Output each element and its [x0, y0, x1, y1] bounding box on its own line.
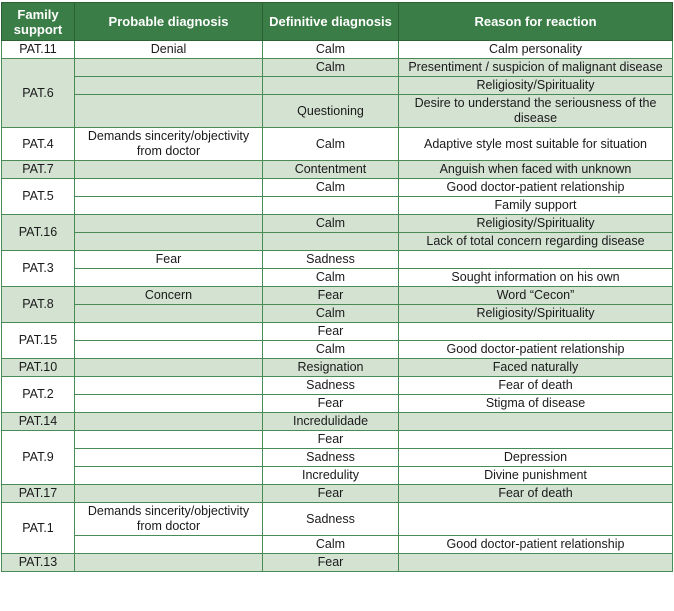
- definitive-diagnosis-cell: [263, 77, 399, 95]
- definitive-diagnosis-cell: Incredulity: [263, 467, 399, 485]
- reason-cell: Good doctor-patient relationship: [399, 179, 673, 197]
- probable-diagnosis-cell: [75, 59, 263, 77]
- patient-cell: PAT.13: [2, 554, 75, 572]
- definitive-diagnosis-cell: Calm: [263, 59, 399, 77]
- table-row: [2, 287, 673, 305]
- table-row: [2, 77, 673, 95]
- table-row: [2, 359, 673, 377]
- probable-diagnosis-cell: [75, 467, 263, 485]
- definitive-diagnosis-cell: Fear: [263, 323, 399, 341]
- reason-cell: Fear of death: [399, 485, 673, 503]
- reason-cell: Desire to understand the seriousness of the disease: [399, 95, 673, 128]
- table-row: [2, 59, 673, 77]
- definitive-diagnosis-cell: Sadness: [263, 251, 399, 269]
- table-body: [2, 41, 673, 572]
- reason-cell: [399, 251, 673, 269]
- reason-cell: Good doctor-patient relationship: [399, 341, 673, 359]
- probable-diagnosis-cell: [75, 233, 263, 251]
- probable-diagnosis-cell: [75, 323, 263, 341]
- table-row: [2, 431, 673, 449]
- header-probable-diagnosis: Probable diagnosis: [75, 3, 263, 41]
- patient-cell: PAT.11: [2, 41, 75, 59]
- probable-diagnosis-cell: [75, 305, 263, 323]
- definitive-diagnosis-cell: Sadness: [263, 377, 399, 395]
- definitive-diagnosis-cell: Calm: [263, 536, 399, 554]
- table-row: [2, 467, 673, 485]
- table-row: [2, 269, 673, 287]
- patient-cell: PAT.4: [2, 128, 75, 161]
- probable-diagnosis-cell: [75, 179, 263, 197]
- definitive-diagnosis-cell: Calm: [263, 41, 399, 59]
- probable-diagnosis-cell: [75, 269, 263, 287]
- definitive-diagnosis-cell: Questioning: [263, 95, 399, 128]
- patient-cell: PAT.16: [2, 215, 75, 251]
- definitive-diagnosis-cell: Sadness: [263, 503, 399, 536]
- header-definitive-diagnosis: Definitive diagnosis: [263, 3, 399, 41]
- definitive-diagnosis-cell: Calm: [263, 215, 399, 233]
- header-family-support: Family support: [2, 3, 75, 41]
- reason-cell: Anguish when faced with unknown: [399, 161, 673, 179]
- probable-diagnosis-cell: [75, 197, 263, 215]
- reason-cell: Lack of total concern regarding disease: [399, 233, 673, 251]
- table-row: [2, 554, 673, 572]
- definitive-diagnosis-cell: Fear: [263, 287, 399, 305]
- definitive-diagnosis-cell: Calm: [263, 269, 399, 287]
- probable-diagnosis-cell: [75, 413, 263, 431]
- definitive-diagnosis-cell: Calm: [263, 341, 399, 359]
- reason-cell: Divine punishment: [399, 467, 673, 485]
- header-reason-for-reaction: Reason for reaction: [399, 3, 673, 41]
- probable-diagnosis-cell: [75, 215, 263, 233]
- patient-cell: PAT.15: [2, 323, 75, 359]
- probable-diagnosis-cell: [75, 485, 263, 503]
- reason-cell: Faced naturally: [399, 359, 673, 377]
- probable-diagnosis-cell: [75, 359, 263, 377]
- probable-diagnosis-cell: [75, 161, 263, 179]
- table-row: [2, 95, 673, 128]
- table-row: [2, 305, 673, 323]
- reason-cell: Calm personality: [399, 41, 673, 59]
- patient-cell: PAT.14: [2, 413, 75, 431]
- table-row: [2, 536, 673, 554]
- table-row: [2, 395, 673, 413]
- patient-cell: PAT.10: [2, 359, 75, 377]
- reason-cell: Religiosity/Spirituality: [399, 215, 673, 233]
- definitive-diagnosis-cell: Sadness: [263, 449, 399, 467]
- probable-diagnosis-cell: Fear: [75, 251, 263, 269]
- reason-cell: [399, 323, 673, 341]
- table-row: [2, 161, 673, 179]
- definitive-diagnosis-cell: Fear: [263, 485, 399, 503]
- reason-cell: Religiosity/Spirituality: [399, 305, 673, 323]
- table-row: [2, 449, 673, 467]
- probable-diagnosis-cell: [75, 395, 263, 413]
- patient-cell: PAT.1: [2, 503, 75, 554]
- reason-cell: Stigma of disease: [399, 395, 673, 413]
- reason-cell: [399, 413, 673, 431]
- patient-cell: PAT.9: [2, 431, 75, 485]
- reason-cell: Sought information on his own: [399, 269, 673, 287]
- definitive-diagnosis-cell: Resignation: [263, 359, 399, 377]
- reason-cell: [399, 431, 673, 449]
- probable-diagnosis-cell: [75, 377, 263, 395]
- probable-diagnosis-cell: [75, 449, 263, 467]
- table-row: [2, 323, 673, 341]
- patient-cell: PAT.3: [2, 251, 75, 287]
- patient-cell: PAT.2: [2, 377, 75, 413]
- definitive-diagnosis-cell: Fear: [263, 554, 399, 572]
- definitive-diagnosis-cell: [263, 233, 399, 251]
- probable-diagnosis-cell: [75, 554, 263, 572]
- reason-cell: Word “Cecon”: [399, 287, 673, 305]
- probable-diagnosis-cell: [75, 95, 263, 128]
- probable-diagnosis-cell: [75, 77, 263, 95]
- table-row: [2, 413, 673, 431]
- reason-cell: Good doctor-patient relationship: [399, 536, 673, 554]
- table-row: [2, 503, 673, 536]
- patient-cell: PAT.6: [2, 59, 75, 128]
- definitive-diagnosis-cell: Incredulidade: [263, 413, 399, 431]
- patient-cell: PAT.7: [2, 161, 75, 179]
- probable-diagnosis-cell: Demands sincerity/objectivity from doctor: [75, 128, 263, 161]
- definitive-diagnosis-cell: Calm: [263, 179, 399, 197]
- definitive-diagnosis-cell: Contentment: [263, 161, 399, 179]
- reason-cell: [399, 503, 673, 536]
- definitive-diagnosis-cell: Fear: [263, 395, 399, 413]
- probable-diagnosis-cell: [75, 431, 263, 449]
- probable-diagnosis-cell: [75, 536, 263, 554]
- reason-cell: [399, 554, 673, 572]
- definitive-diagnosis-cell: Calm: [263, 128, 399, 161]
- reason-cell: Presentiment / suspicion of malignant disease: [399, 59, 673, 77]
- patient-cell: PAT.5: [2, 179, 75, 215]
- table-row: [2, 233, 673, 251]
- reason-cell: Fear of death: [399, 377, 673, 395]
- diagnosis-table: [1, 2, 673, 572]
- probable-diagnosis-cell: Demands sincerity/objectivity from doctor: [75, 503, 263, 536]
- table-row: [2, 179, 673, 197]
- patient-cell: PAT.8: [2, 287, 75, 323]
- definitive-diagnosis-cell: [263, 197, 399, 215]
- probable-diagnosis-cell: Concern: [75, 287, 263, 305]
- table-row: [2, 215, 673, 233]
- table-row: [2, 341, 673, 359]
- reason-cell: Family support: [399, 197, 673, 215]
- table-row: [2, 377, 673, 395]
- probable-diagnosis-cell: [75, 341, 263, 359]
- reason-cell: Religiosity/Spirituality: [399, 77, 673, 95]
- reason-cell: Depression: [399, 449, 673, 467]
- table-row: [2, 197, 673, 215]
- table-row: [2, 485, 673, 503]
- table-row: [2, 251, 673, 269]
- header-row: [2, 3, 673, 41]
- table-row: [2, 128, 673, 161]
- patient-cell: PAT.17: [2, 485, 75, 503]
- probable-diagnosis-cell: Denial: [75, 41, 263, 59]
- table-row: [2, 41, 673, 59]
- reason-cell: Adaptive style most suitable for situation: [399, 128, 673, 161]
- definitive-diagnosis-cell: Fear: [263, 431, 399, 449]
- definitive-diagnosis-cell: Calm: [263, 305, 399, 323]
